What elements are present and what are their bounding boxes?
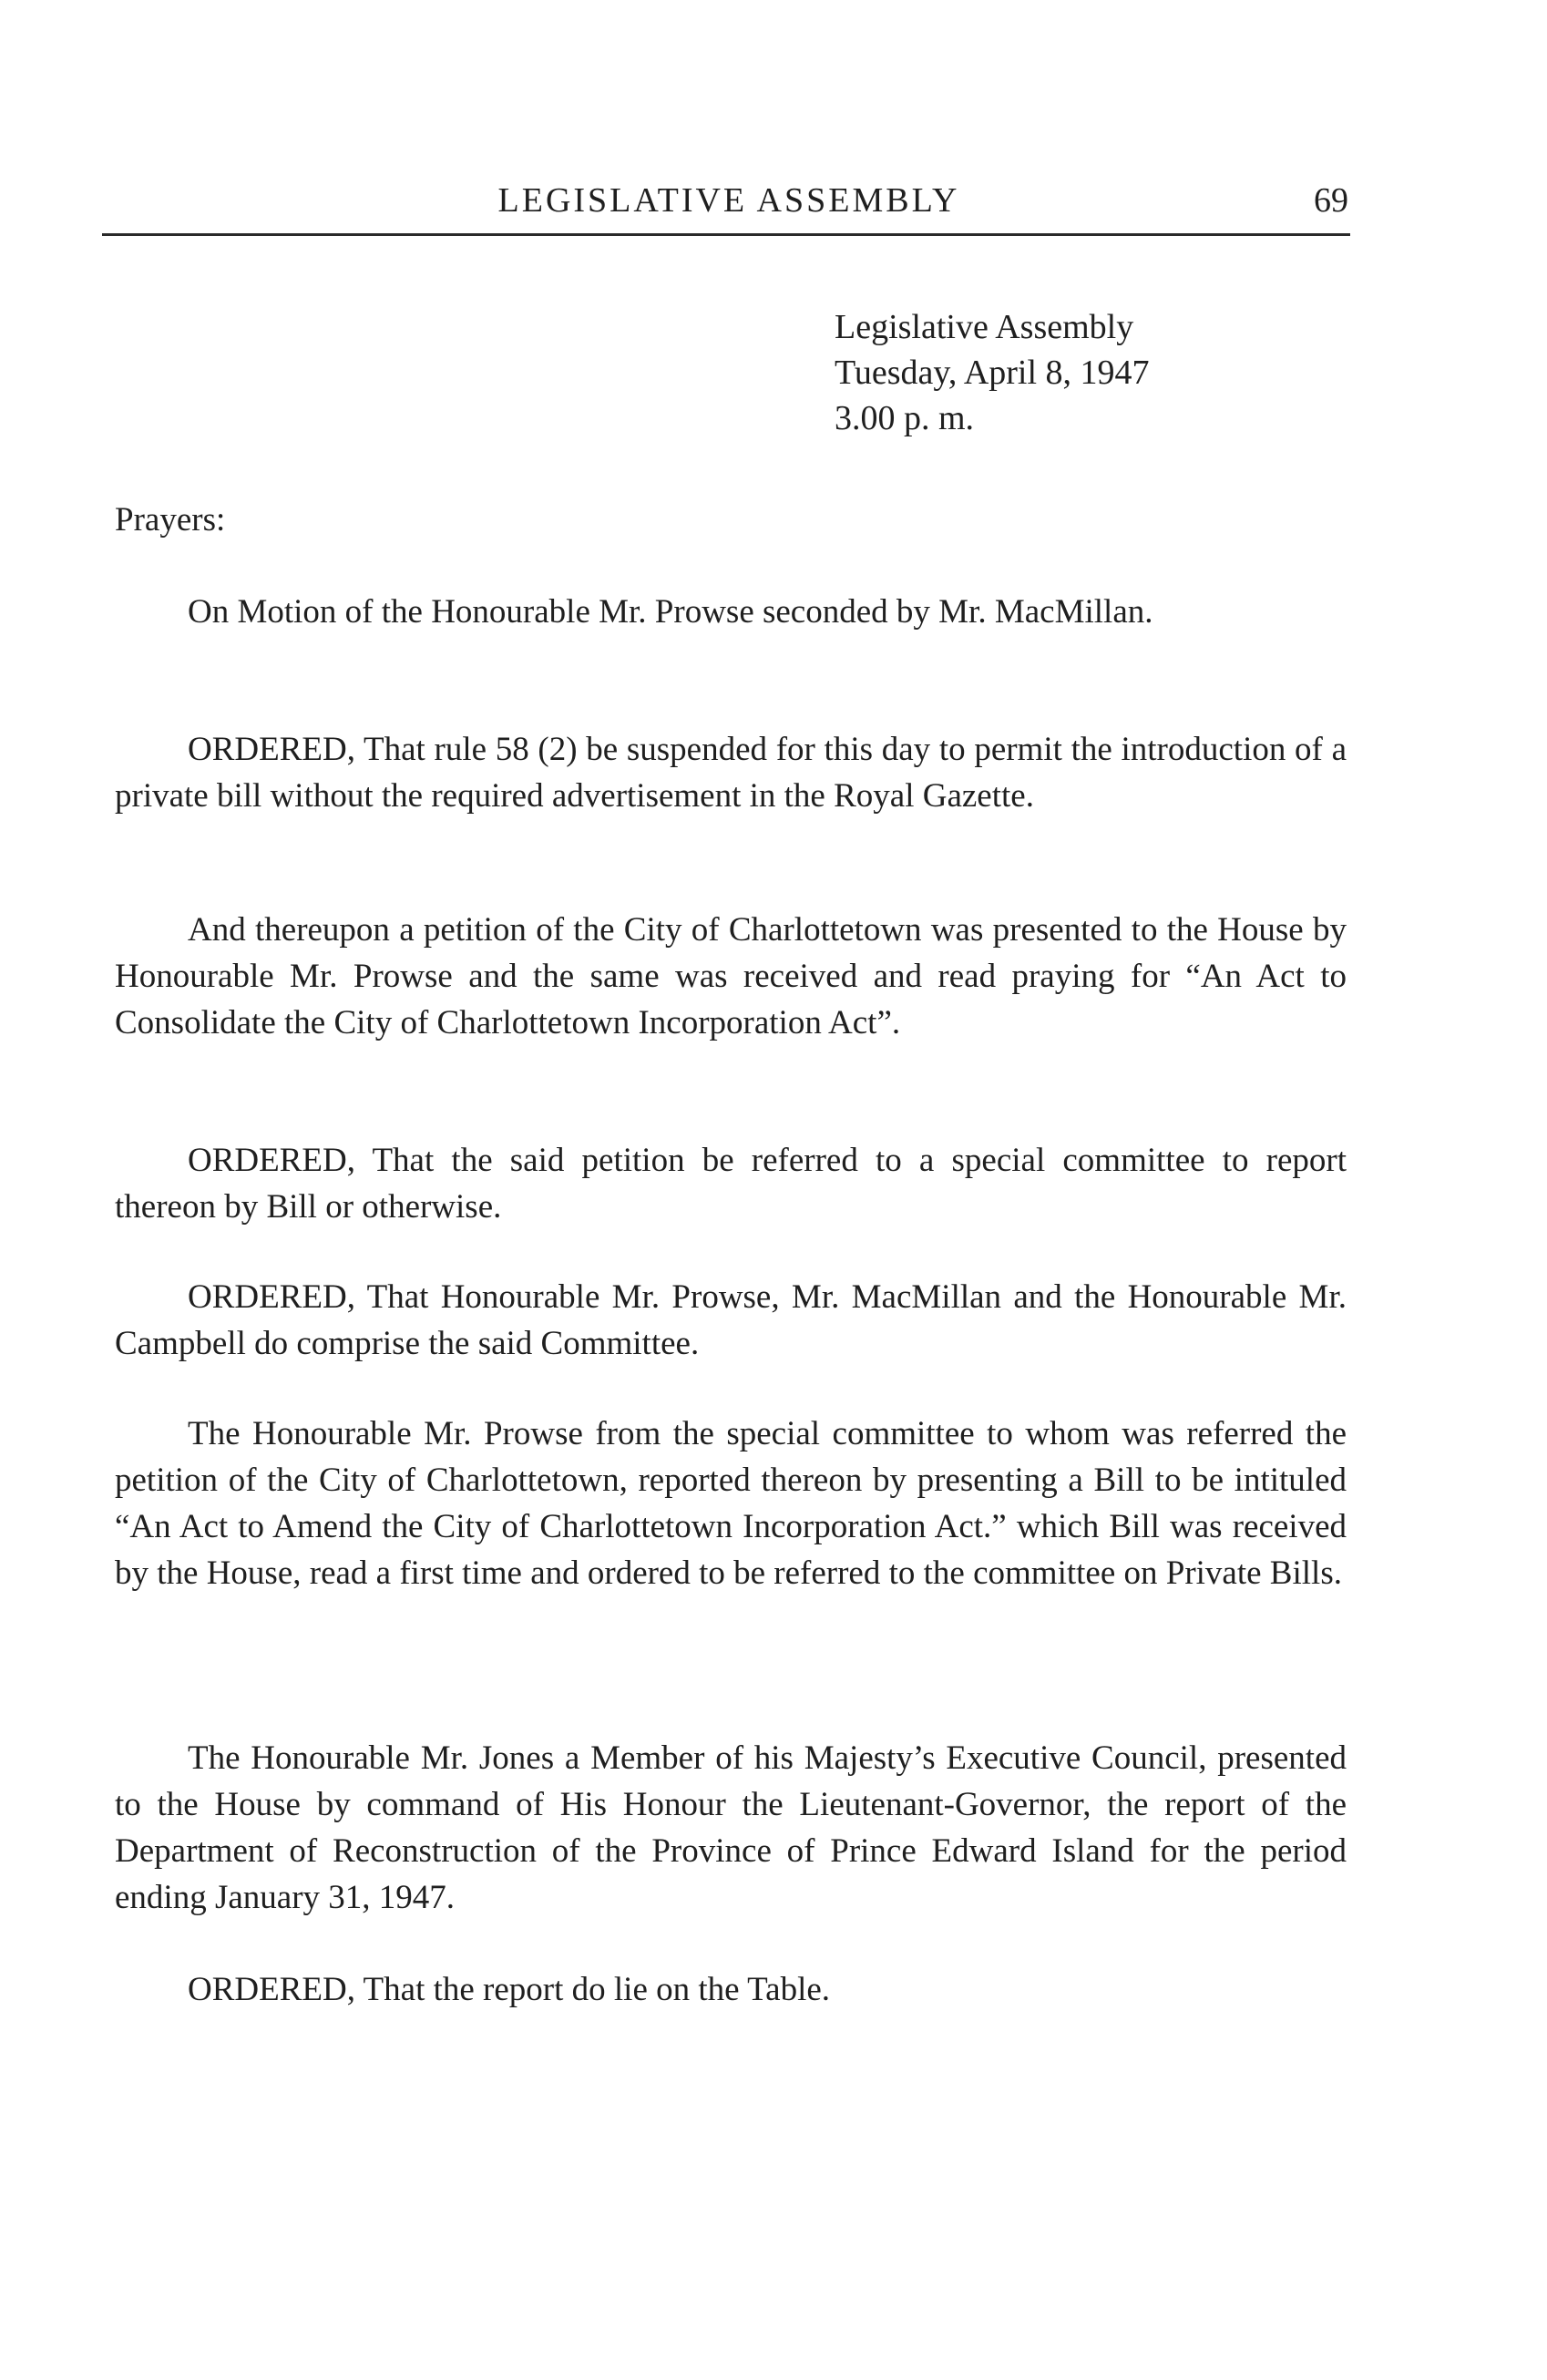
header-title: LEGISLATIVE ASSEMBLY bbox=[497, 181, 960, 220]
dateline-date: Tuesday, April 8, 1947 bbox=[835, 354, 1150, 392]
ordered-committee-members-paragraph: ORDERED, That Honourable Mr. Prowse, Mr. MacMillan and the Honourable Mr. Campbell do comprise the said Committee. bbox=[115, 1278, 1347, 1362]
ordered-table-paragraph: ORDERED, That the report do lie on the Table. bbox=[188, 1971, 831, 2008]
dateline-assembly: Legislative Assembly bbox=[835, 308, 1134, 346]
dateline bbox=[835, 304, 1150, 441]
ordered-rule-suspension-paragraph: ORDERED, That rule 58 (2) be suspended for this day to permit the introduction of a private bill without the required advertisement in the Royal Gazette. bbox=[115, 731, 1347, 815]
prayers-heading: Prayers: bbox=[115, 501, 226, 539]
petition-paragraph: And thereupon a petition of the City of Charlottetown was presented to the House by Honourable Mr. Prowse and the same was received and read praying for “An Act to Consolidate the City of Charlottetown Incorporation Act”. bbox=[115, 911, 1347, 1041]
ordered-refer-committee-paragraph: ORDERED, That the said petition be referred to a special committee to report thereon by Bill or otherwise. bbox=[115, 1142, 1347, 1226]
reconstruction-report-paragraph: The Honourable Mr. Jones a Member of his Majesty’s Executive Council, presented to the House by command of His Honour the Lieutenant-Governor, the report of the Department of Reconstruction of the Province of Prince Edward Island for the period ending January 31, 1947. bbox=[115, 1739, 1347, 1916]
dateline-time: 3.00 p. m. bbox=[835, 399, 975, 437]
running-header bbox=[109, 180, 1348, 235]
page-number: 69 bbox=[1314, 181, 1348, 220]
header-rule bbox=[102, 233, 1350, 236]
motion-paragraph: On Motion of the Honourable Mr. Prowse seconded by Mr. MacMillan. bbox=[188, 593, 1153, 631]
committee-report-paragraph: The Honourable Mr. Prowse from the special committee to whom was referred the petition of the City of Charlottetown, reported thereon by presenting a Bill to be intituled “An Act to Amend the City of Charlottetown Incorporation Act.” which Bill was received by the House, read a first time and ordered to be referred to the committee on Private Bills. bbox=[115, 1415, 1347, 1592]
